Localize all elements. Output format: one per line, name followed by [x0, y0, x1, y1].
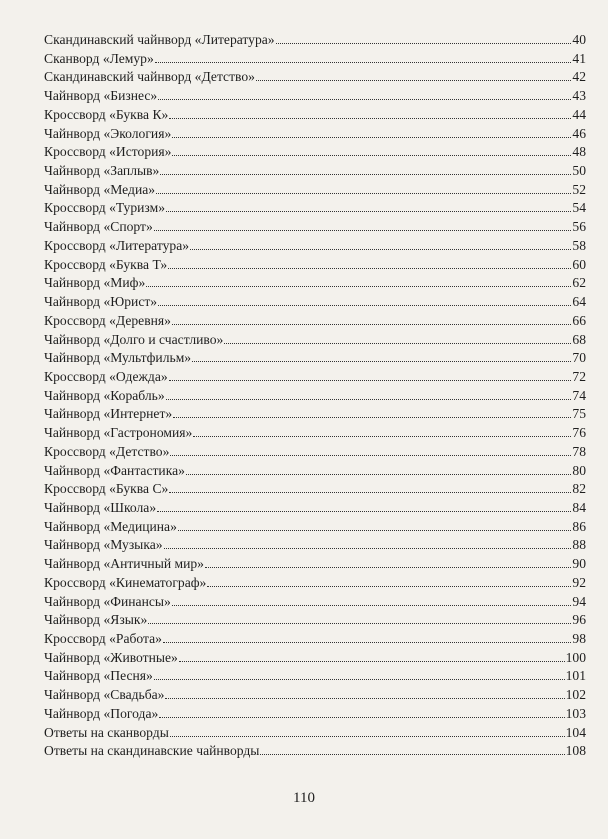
- dot-leader: [146, 286, 571, 287]
- toc-entry: [44, 349, 586, 368]
- toc-entry-page: 103: [565, 705, 586, 721]
- toc-entry-page: 66: [572, 312, 586, 328]
- toc-entry-page: 46: [572, 125, 586, 141]
- toc-entry-title: Кроссворд «Литература»: [44, 237, 190, 253]
- dot-leader: [166, 399, 572, 400]
- toc-entry: [44, 518, 586, 537]
- toc-entry: [44, 106, 586, 125]
- toc-entry-title: Чайнворд «Музыка»: [44, 537, 163, 553]
- toc-entry-page: 70: [572, 350, 586, 366]
- toc-entry-page: 58: [572, 237, 586, 253]
- toc-entry-page: 76: [572, 425, 586, 441]
- dot-leader: [178, 530, 572, 531]
- dot-leader: [155, 62, 572, 63]
- toc-entry-title: Чайнворд «Песня»: [44, 668, 153, 684]
- toc-entry: [44, 256, 586, 275]
- dot-leader: [172, 155, 571, 156]
- toc-entry: [44, 649, 586, 668]
- toc-entry: [44, 630, 586, 649]
- toc-entry: [44, 181, 586, 200]
- toc-entry-page: 88: [572, 537, 586, 553]
- toc-entry-title: Ответы на сканворды: [44, 724, 169, 740]
- dot-leader: [256, 80, 571, 81]
- toc-entry-page: 62: [572, 275, 586, 291]
- toc-entry-page: 54: [572, 200, 586, 216]
- toc-entry-title: Чайнворд «Погода»: [44, 705, 159, 721]
- toc-entry-title: Чайнворд «Античный мир»: [44, 556, 204, 572]
- toc-entry-page: 42: [572, 69, 586, 85]
- toc-entry: [44, 68, 586, 87]
- toc-entry-title: Кроссворд «Буква С»: [44, 481, 169, 497]
- dot-leader: [224, 343, 571, 344]
- dot-leader: [166, 211, 571, 212]
- dot-leader: [154, 230, 572, 231]
- toc-entry-page: 75: [572, 406, 586, 422]
- toc-entry-title: Чайнворд «Корабль»: [44, 387, 165, 403]
- toc-entry-page: 82: [572, 481, 586, 497]
- toc-entry-page: 98: [572, 631, 586, 646]
- dot-leader: [193, 436, 571, 437]
- toc-entry: [44, 312, 586, 331]
- toc-entry-page: 86: [572, 518, 586, 534]
- page-number: 110: [293, 790, 315, 806]
- dot-leader: [190, 249, 571, 250]
- toc-entry: [44, 536, 586, 555]
- dot-leader: [159, 717, 564, 718]
- toc-entry: [44, 593, 586, 612]
- toc-entry-page: 80: [572, 462, 586, 478]
- toc-entry: [44, 162, 586, 181]
- toc-entry-title: Кроссворд «Буква К»: [44, 106, 169, 122]
- toc-entry: [44, 611, 586, 630]
- toc-entry-page: 68: [572, 331, 586, 347]
- dot-leader: [163, 642, 571, 643]
- table-of-contents: [44, 31, 586, 761]
- dot-leader: [172, 605, 572, 606]
- dot-leader: [156, 193, 571, 194]
- toc-entry-title: Чайнворд «Животные»: [44, 649, 178, 665]
- dot-leader: [169, 380, 572, 381]
- toc-entry-title: Чайнворд «Язык»: [44, 612, 148, 628]
- toc-entry-title: Чайнворд «Финансы»: [44, 593, 171, 609]
- toc-entry: [44, 480, 586, 499]
- toc-entry-page: 48: [572, 144, 586, 160]
- toc-entry-page: 74: [572, 387, 586, 403]
- toc-entry-page: 100: [565, 649, 586, 665]
- dot-leader: [158, 99, 571, 100]
- toc-entry-title: Кроссворд «Буква Т»: [44, 256, 168, 272]
- dot-leader: [172, 324, 571, 325]
- toc-entry: [44, 218, 586, 237]
- toc-entry-page: 43: [572, 88, 586, 104]
- dot-leader: [192, 361, 571, 362]
- toc-entry: [44, 125, 586, 144]
- toc-entry-title: Чайнворд «Фантастика»: [44, 462, 185, 478]
- toc-entry-title: Кроссворд «Кинематограф»: [44, 574, 207, 590]
- toc-entry-page: 84: [572, 499, 586, 515]
- toc-entry: [44, 31, 586, 50]
- toc-entry-title: Кроссворд «История»: [44, 144, 172, 160]
- dot-leader: [164, 548, 572, 549]
- dot-leader: [276, 43, 572, 44]
- dot-leader: [172, 137, 571, 138]
- toc-entry-page: 72: [572, 368, 586, 384]
- dot-leader: [207, 586, 571, 587]
- toc-entry: [44, 274, 586, 293]
- toc-entry-page: 94: [572, 593, 586, 609]
- toc-entry: [44, 405, 586, 424]
- dot-leader: [169, 492, 571, 493]
- toc-entry-title: Чайнворд «Медиа»: [44, 181, 156, 197]
- dot-leader: [157, 511, 571, 512]
- toc-entry-page: 52: [572, 181, 586, 197]
- toc-entry-page: 101: [565, 668, 586, 684]
- toc-entry: [44, 143, 586, 162]
- dot-leader: [160, 174, 571, 175]
- toc-entry: [44, 443, 586, 462]
- toc-entry-page: 50: [572, 163, 586, 179]
- toc-entry-title: Чайнворд «Спорт»: [44, 219, 153, 235]
- toc-entry-title: Кроссворд «Деревня»: [44, 312, 171, 328]
- toc-entry: [44, 293, 586, 312]
- dot-leader: [170, 736, 565, 737]
- toc-entry: [44, 667, 586, 686]
- toc-entry: [44, 574, 586, 593]
- dot-leader: [173, 417, 571, 418]
- toc-entry-page: 64: [572, 294, 586, 310]
- toc-entry-title: Чайнворд «Заплыв»: [44, 163, 160, 179]
- toc-entry-page: 104: [565, 724, 586, 740]
- toc-entry-title: Чайнворд «Экология»: [44, 125, 172, 141]
- toc-entry-page: 56: [572, 219, 586, 235]
- dot-leader: [165, 698, 564, 699]
- toc-entry-title: Чайнворд «Миф»: [44, 275, 146, 291]
- toc-entry-title: Чайнворд «Интернет»: [44, 406, 173, 422]
- toc-entry-title: Чайнворд «Гастрономия»: [44, 425, 193, 441]
- dot-leader: [260, 754, 564, 755]
- toc-entry-title: Кроссворд «Одежда»: [44, 368, 168, 384]
- toc-entry: [44, 237, 586, 256]
- toc-entry: [44, 199, 586, 218]
- dot-leader: [205, 567, 571, 568]
- toc-entry: [44, 742, 586, 761]
- toc-entry: [44, 686, 586, 705]
- toc-entry: [44, 462, 586, 481]
- toc-entry-title: Сканворд «Лемур»: [44, 50, 154, 66]
- toc-entry-title: Чайнворд «Юрист»: [44, 294, 158, 310]
- dot-leader: [170, 455, 571, 456]
- toc-entry-title: Кроссворд «Детство»: [44, 443, 170, 459]
- toc-entry: [44, 368, 586, 387]
- toc-entry: [44, 331, 586, 350]
- toc-entry-title: Скандинавский чайнворд «Детство»: [44, 69, 255, 85]
- toc-entry-page: 41: [572, 50, 586, 66]
- toc-entry-title: Чайнворд «Школа»: [44, 499, 157, 515]
- toc-entry-title: Кроссворд «Работа»: [44, 631, 162, 646]
- toc-entry-title: Чайнворд «Бизнес»: [44, 88, 158, 104]
- toc-entry-title: Чайнворд «Медицина»: [44, 518, 177, 534]
- toc-entry-title: Чайнворд «Свадьба»: [44, 687, 165, 703]
- toc-entry: [44, 424, 586, 443]
- toc-entry: [44, 387, 586, 406]
- toc-entry-page: 40: [572, 32, 586, 47]
- toc-entry: [44, 555, 586, 574]
- toc-entry-title: Кроссворд «Туризм»: [44, 200, 165, 216]
- dot-leader: [158, 305, 571, 306]
- toc-entry-page: 90: [572, 556, 586, 572]
- toc-entry-page: 92: [572, 574, 586, 590]
- toc-entry-title: Скандинавский чайнворд «Литература»: [44, 32, 275, 47]
- toc-entry-page: 78: [572, 443, 586, 459]
- toc-entry: [44, 705, 586, 724]
- toc-entry-page: 60: [572, 256, 586, 272]
- dot-leader: [154, 679, 565, 680]
- toc-entry-title: Ответы на скандинавские чайнворды: [44, 743, 260, 759]
- toc-entry-page: 102: [565, 687, 586, 703]
- toc-entry: [44, 724, 586, 743]
- toc-entry: [44, 50, 586, 69]
- toc-entry: [44, 87, 586, 106]
- toc-entry-page: 96: [572, 612, 586, 628]
- dot-leader: [168, 268, 571, 269]
- toc-entry-page: 44: [572, 106, 586, 122]
- dot-leader: [186, 474, 571, 475]
- dot-leader: [169, 118, 571, 119]
- toc-entry-title: Чайнворд «Долго и счастливо»: [44, 331, 224, 347]
- dot-leader: [179, 661, 565, 662]
- toc-entry: [44, 499, 586, 518]
- toc-entry-page: 108: [565, 743, 586, 759]
- toc-entry-title: Чайнворд «Мультфильм»: [44, 350, 192, 366]
- dot-leader: [148, 623, 571, 624]
